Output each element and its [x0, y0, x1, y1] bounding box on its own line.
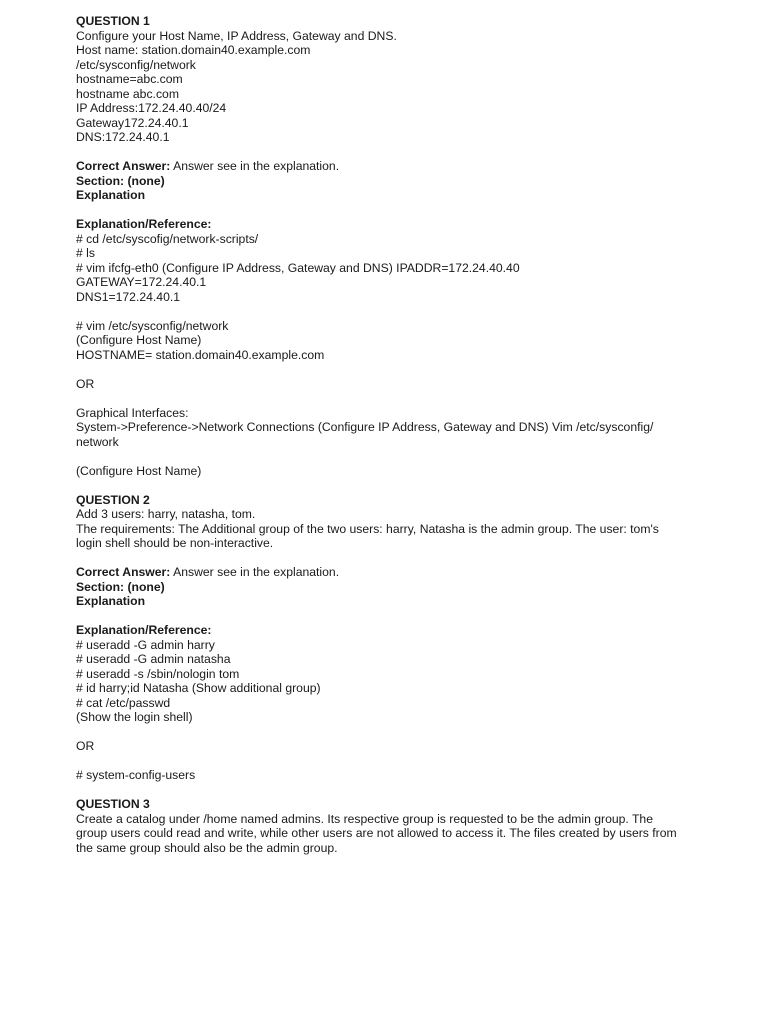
q3-prompt-line: group users could read and write, while other users are not allowed to access it. The files created by users from: [76, 826, 677, 840]
q1-code-line: # vim ifcfg-eth0 (Configure IP Address, Gateway and DNS) IPADDR=172.24.40.40: [76, 260, 520, 275]
q1-prompt-line: DNS:172.24.40.1: [76, 130, 170, 144]
q1-code-line: HOSTNAME= station.domain40.example.com: [76, 347, 325, 362]
q1-prompt-line: /etc/sysconfig/network: [76, 57, 196, 72]
q2-code-line: # useradd -s /sbin/nologin tom: [76, 666, 240, 681]
q2-code-line: # useradd -G admin natasha: [76, 652, 231, 666]
q2-correct-answer-label: Correct Answer:: [76, 565, 171, 579]
q2-explanation: Explanation: [76, 594, 146, 608]
q3-prompt-line: Create a catalog under /home named admins. Its respective group is requested to be the admin group. The: [76, 811, 653, 826]
q1-section: Section: (none): [76, 173, 165, 188]
q2-code-line: # id harry;id Natasha (Show additional group): [76, 681, 321, 695]
q2-prompt-line: The requirements: The Additional group of the two users: harry, Natasha is the admin group. The user: tom's: [76, 521, 659, 536]
q2-code-line: # cat /etc/passwd: [76, 695, 171, 710]
q1-code-line: (Configure Host Name): [76, 333, 202, 347]
q1-reference-heading: Explanation/Reference:: [76, 217, 212, 231]
document-page: [76, 14, 700, 855]
q1-or: OR: [76, 376, 95, 391]
q2-code-line: # system-config-users: [76, 768, 196, 782]
q1-correct-answer-label: Correct Answer:: [76, 159, 171, 173]
q1-prompt-line: Configure your Host Name, IP Address, Gateway and DNS.: [76, 28, 397, 43]
q1-prompt-line: hostname=abc.com: [76, 72, 183, 86]
q3-prompt-line: the same group should also be the admin group.: [76, 840, 338, 855]
q1-gui-line: network: [76, 434, 119, 449]
q1-code-line: # cd /etc/syscofig/network-scripts/: [76, 231, 259, 246]
q2-code-line: (Show the login shell): [76, 710, 193, 724]
q1-gui-line: System->Preference->Network Connections (Configure IP Address, Gateway and DNS) Vim /etc/sysconfig/: [76, 420, 654, 434]
q1-correct-answer-text: Answer see in the explanation.: [170, 159, 340, 173]
q2-or: OR: [76, 739, 95, 753]
q1-explanation: Explanation: [76, 188, 146, 202]
q1-prompt-line: Gateway172.24.40.1: [76, 115, 189, 130]
q1-prompt-line: IP Address:172.24.40.40/24: [76, 101, 227, 115]
q2-prompt-line: Add 3 users: harry, natasha, tom.: [76, 507, 256, 521]
q1-prompt-line: hostname abc.com: [76, 86, 179, 101]
q1-code-line: # vim /etc/sysconfig/network: [76, 318, 229, 333]
q1-correct-answer: [76, 159, 700, 174]
q1-gui-line: (Configure Host Name): [76, 463, 202, 478]
q1-code-line: DNS1=172.24.40.1: [76, 289, 181, 304]
q1-gui-line: Graphical Interfaces:: [76, 405, 189, 420]
q2-heading: QUESTION 2: [76, 492, 150, 507]
q3-heading: QUESTION 3: [76, 797, 150, 811]
q1-code-line: GATEWAY=172.24.40.1: [76, 275, 207, 289]
q1-heading: QUESTION 1: [76, 14, 150, 28]
q2-correct-answer: [76, 565, 700, 580]
q2-correct-answer-text: Answer see in the explanation.: [170, 565, 340, 579]
q1-prompt-line: Host name: station.domain40.example.com: [76, 43, 311, 57]
q1-code-line: # ls: [76, 246, 95, 260]
q2-prompt-line: login shell should be non-interactive.: [76, 536, 274, 550]
q2-reference-heading: Explanation/Reference:: [76, 623, 212, 637]
q2-code-line: # useradd -G admin harry: [76, 637, 215, 652]
q2-section: Section: (none): [76, 579, 165, 594]
